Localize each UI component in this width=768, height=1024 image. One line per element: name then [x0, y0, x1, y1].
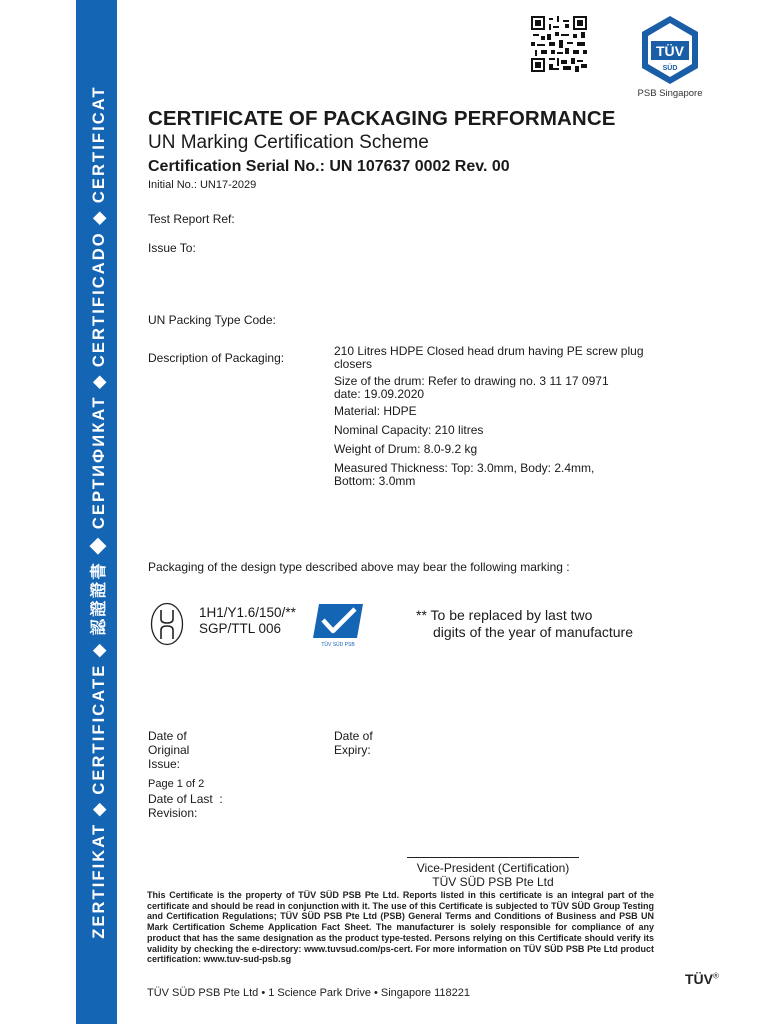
logo-text: TÜV: [656, 43, 684, 59]
last-revision-label: [148, 792, 223, 820]
marking-note: [416, 607, 633, 641]
legal-notice: This Certificate is the property of TÜV SÜD PSB Pte Ltd. Reports listed in this certificate is an integral part of the certificate and should be read in conjunction with it. The use of this Certificate is subjected to TÜV SÜD Group Testing and Certification Regulations; TÜV SÜD PSB Pte Ltd (PSB) General Terms and Conditions of Business and PSB UN Mark Certification Scheme Application Fact Sheet. The manufacturer is solely responsible for compliance of any product that has the same designation as the product type-tested. Persons relying on this Certificate should verify its validity by checking the e-directory: www.tuvsud.com/ps-cert. For more information on TÜV SÜD PSB Pte Ltd product certification: www.tuv-sud-psb.sg: [147, 890, 654, 965]
last-revision-label-1: Date of Last: [148, 792, 213, 806]
last-revision-colon: :: [219, 792, 223, 806]
description-line: Weight of Drum: 8.0-9.2 kg: [334, 442, 478, 456]
registered-symbol: ®: [713, 971, 719, 981]
page-number: Page 1 of 2: [148, 778, 205, 790]
initial-number: Initial No.: UN17-2029: [148, 179, 257, 191]
certificate-subtitle: UN Marking Certification Scheme: [148, 132, 429, 153]
un-packaging-icon: [150, 602, 184, 646]
tuv-trademark: [685, 971, 719, 987]
expiry-label-1: Date of: [334, 729, 373, 743]
description-line: Measured Thickness: Top: 3.0mm, Body: 2.4mm, Bottom: 3.0mm: [334, 461, 595, 488]
packing-code-label: UN Packing Type Code:: [148, 313, 276, 327]
expiry-label-2: Expiry:: [334, 743, 371, 757]
original-issue-label-1: Date of: [148, 729, 187, 743]
signatory-title: Vice-President (Certification): [416, 861, 570, 875]
marking-line-2: SGP/TTL 006: [199, 621, 282, 636]
un-marking-code: [199, 605, 296, 637]
certificate-sidebar: [76, 0, 117, 1024]
serial-number: Certification Serial No.: UN 107637 0002 Rev. 00: [148, 158, 510, 175]
tuv-check-mark-icon: [311, 602, 365, 648]
original-issue-label: [148, 729, 189, 771]
description-label: Description of Packaging:: [148, 351, 285, 365]
tuv-sud-logo: [636, 14, 704, 86]
sidebar-text: ZERTIFIKAT ◆ CERTIFICATE ◆ 認證證書 ◆ СЕРТИФИКАТ ◆ CERTIFICADO ◆ CERTIFICAT: [89, 85, 108, 939]
qr-code: [531, 16, 587, 72]
logo-subtext: SÜD: [662, 65, 678, 72]
original-issue-label-2: Original: [148, 743, 190, 757]
description-line: Size of the drum: Refer to drawing no. 3 11 17 0971 date: 19.09.2020: [334, 374, 609, 401]
original-issue-label-3: Issue:: [148, 757, 181, 771]
signatory-company: TÜV SÜD PSB Pte Ltd: [432, 875, 554, 889]
tuv-mark-text: TÜV: [685, 971, 713, 987]
description-line: Material: HDPE: [334, 404, 417, 418]
footer-address: TÜV SÜD PSB Pte Ltd • 1 Science Park Drive • Singapore 118221: [147, 987, 470, 999]
signature-line: [407, 857, 579, 858]
description-line: 210 Litres HDPE Closed head drum having PE screw plug closers: [334, 344, 644, 371]
last-revision-label-2: Revision:: [148, 806, 198, 820]
description-line: Nominal Capacity: 210 litres: [334, 423, 484, 437]
logo-caption: PSB Singapore: [637, 88, 703, 99]
certificate-title: CERTIFICATE OF PACKAGING PERFORMANCE: [148, 107, 616, 130]
expiry-label: [334, 729, 373, 757]
note-line-2: digits of the year of manufacture: [433, 624, 633, 640]
test-report-label: Test Report Ref:: [148, 212, 235, 226]
marking-intro: Packaging of the design type described above may bear the following marking :: [148, 560, 570, 574]
tick-caption: TÜV SÜD PSB: [321, 642, 355, 648]
marking-line-1: 1H1/Y1.6/150/**: [199, 605, 296, 620]
note-line-1: ** To be replaced by last two: [416, 607, 593, 623]
issue-to-label: Issue To:: [148, 241, 196, 255]
